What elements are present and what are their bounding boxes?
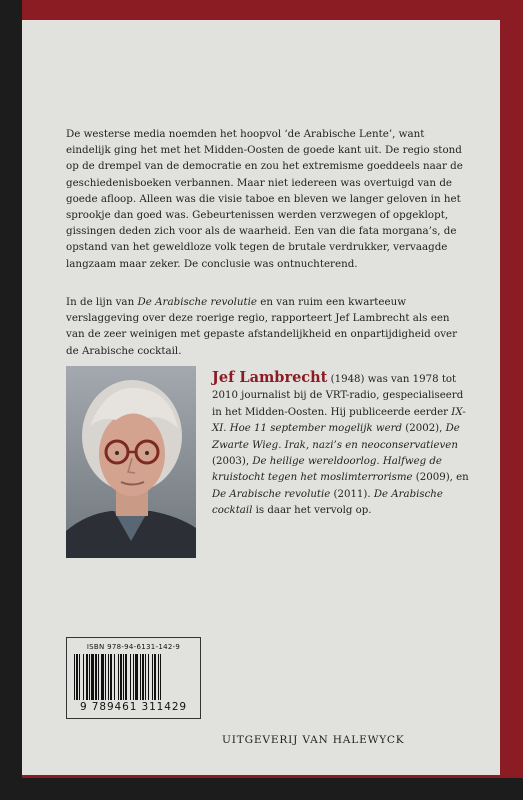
barcode-bar [160, 654, 161, 700]
second-text-c: en van ruim een kwarteeuw verslaggeving over deze roerige regio, rapporteert Jef Lambrecht als een van de zeer weinigen met gepaste afstandelijkheid en onpartijdigheid over de Arabische cocktail. [66, 296, 458, 357]
book-title-arabische-revolutie: De Arabische revolutie [212, 488, 331, 500]
bio-text-3: (2003), [212, 456, 253, 468]
bio-text-6: is daar het vervolg op. [252, 505, 372, 517]
barcode-bar [158, 654, 159, 700]
barcode-bar [83, 654, 84, 700]
barcode-bar [86, 654, 88, 700]
second-text-a: In de lijn van [66, 296, 138, 308]
bio-text-4: (2009), en [412, 472, 469, 484]
barcode-bar [123, 654, 124, 700]
barcode-bar [145, 654, 146, 700]
red-border-top [22, 0, 523, 20]
barcode-bar [74, 654, 75, 700]
barcode-bar [148, 654, 149, 700]
barcode-bar [154, 654, 156, 700]
author-name: Jef Lambrecht [212, 369, 328, 386]
barcode-bar [130, 654, 131, 700]
barcode-bar [101, 654, 104, 700]
book-title-arabische-cocktail: De Arabische cocktail [212, 488, 443, 517]
barcode-bar [135, 654, 138, 700]
book-title-heilige-wereldoorlog: De heilige wereldoorlog. Halfweg de kruistocht tegen het moslimterrorisme [212, 456, 442, 484]
barcode-bar [133, 654, 134, 700]
barcode-bar [95, 654, 97, 700]
barcode-bar [108, 654, 109, 700]
barcode-bar [98, 654, 99, 700]
bio-text-1: was van 1978 tot 2010 journalist bij de VRT-radio, gespecialiseerd in het Midden-Oosten. Hij publiceerde eerder [212, 374, 464, 418]
barcode-bar [76, 654, 78, 700]
red-border-bottom [22, 775, 500, 778]
bio-text-5: (2011). [330, 488, 374, 500]
barcode-bar [118, 654, 119, 700]
barcode-bar [105, 654, 106, 700]
author-photo [66, 366, 196, 558]
bio-text-2: (2002), [402, 423, 446, 435]
barcode-bar [91, 654, 94, 700]
second-paragraph [66, 294, 471, 359]
barcode-bar [110, 654, 112, 700]
book-title-zwarte-wieg: De Zwarte Wieg. Irak, nazi’s en neoconservatieven [212, 423, 460, 451]
barcode-bar [152, 654, 153, 700]
barcode-bar [120, 654, 122, 700]
author-portrait-image [66, 366, 196, 558]
isbn-label: ISBN 978-94-6131-142-9 [86, 643, 181, 651]
barcode-bar [114, 654, 115, 700]
barcode-bar [140, 654, 141, 700]
isbn-barcode [66, 637, 201, 719]
barcode-bars [73, 654, 194, 700]
author-years: (1948) [330, 374, 365, 385]
book-title-revolutie: De Arabische revolutie [137, 296, 258, 308]
barcode-bar [79, 654, 80, 700]
barcode-bar [89, 654, 90, 700]
book-title-ix-xi: IX-XI. Hoe 11 september mogelijk werd [212, 406, 466, 435]
intro-text: De westerse media noemden het hoopvol ‘de Arabische Lente’, want eindelijk ging het met het Midden-Oosten de goede kant uit. De regio stond op de drempel van de democratie en zou het extremisme goeddeels naar de geschiedenisboeken verbannen. Maar niet iedereen was overtuigd van de goede afloop. Alleen was die visie taboe en bleven we langer geloven in het sprookje dan goed was. Gebeurtenissen werden verzwegen of opgeklopt, gissingen deden zich voor als de waarheid. Een van die fata morgana’s, de opstand van het geweldloze volk tegen de brutale verdrukker, vervaagde langzaam maar zeker. De conclusie was ontnuchterend. [66, 128, 463, 270]
author-bio [212, 370, 470, 520]
publisher-name: UITGEVERIJ VAN HALEWYCK [222, 734, 405, 746]
red-border-right [500, 0, 523, 778]
barcode-digits: 9 789461 311429 [79, 701, 188, 713]
intro-paragraph [66, 126, 471, 272]
barcode-bar [142, 654, 144, 700]
barcode-bar [125, 654, 127, 700]
